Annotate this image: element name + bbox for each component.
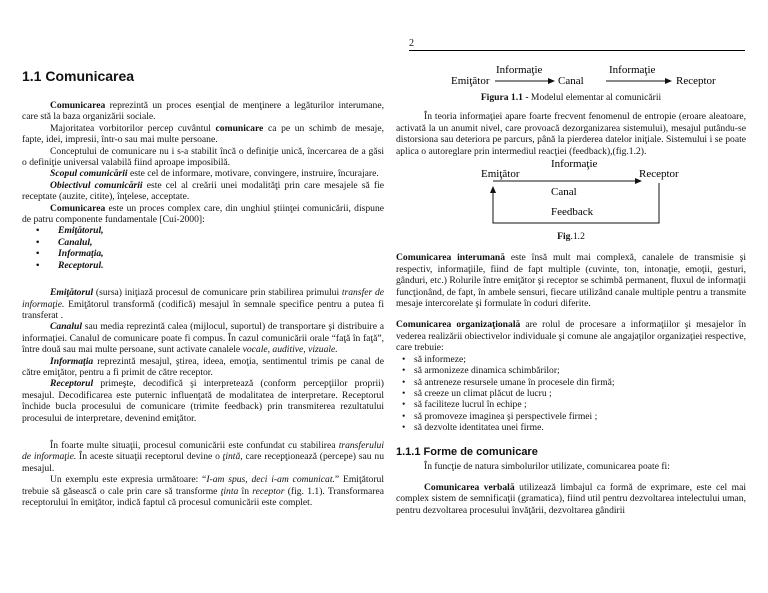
list-item: • să antreneze resursele umane în procesele din firmă;: [402, 377, 746, 388]
paragraph-channel: Canalul sau media reprezintă calea (mijlocul, suportul) de transportare şi distribuire a informaţiei. Canalul de comunicare poate fi compus. În cazul comunicării orale “faţă în faţă”, între două sau mai multe persoane, sunt activate canalele vocale, auditive, vizuale.: [22, 321, 384, 356]
paragraph-forms: În funcţie de natura simbolurilor utilizate, comunicarea poate fi:: [424, 460, 670, 472]
list-item: • Receptorul.: [36, 260, 384, 271]
left-column: [22, 68, 384, 508]
paragraph-definition: Comunicarea reprezintă un proces esenţial de menţinere a legăturilor interumane, care stă la baza organizării sociale.: [22, 100, 384, 123]
figure-1-1-diagram: [401, 64, 741, 90]
fig2-emitter-label: Emiţător: [481, 168, 520, 181]
paragraph-components: Comunicarea este un proces complex care, din unghiul ştiinţei comunicării, dispune de patru componente fundamentale [Cui-2000]:: [22, 202, 384, 226]
paragraph-emitter: Emiţătorul (sursa) iniţiază procesul de comunicare prin stabilirea primului transfer de informaţie. Emiţătorul transformă (codifică) mesajul în semnale specifice pentru a putea fi transferat .: [22, 287, 385, 321]
subsection-title: 1.1.1 Forme de comunicare: [396, 445, 538, 458]
list-item: • Informaţia,: [36, 248, 384, 259]
page-number: 2: [409, 38, 414, 49]
paragraph-objective: Obiectivul comunicării este cel al creării unei modalităţi prin care mesajele să fie receptate (auzite, citite), înţelese, acceptate.: [22, 179, 384, 203]
fig2-feedback-label: Feedback: [551, 206, 594, 219]
figure-1-2-diagram: [401, 157, 741, 229]
components-list: [22, 225, 384, 271]
fig1-emitter-label: Emiţător: [451, 75, 490, 87]
fig1-channel-label: Canal: [558, 75, 584, 87]
paragraph-perception: Majoritatea vorbitorilor percep cuvântul comunicare ca pe un schimb de mesaje, fapte, idei, impresii, într-o sau mai multe persoane.: [22, 122, 385, 146]
list-item: • să informeze;: [402, 354, 746, 365]
list-item: • să dezvolte identitatea unei firme.: [402, 422, 746, 433]
paragraph-information: Informaţia reprezintă mesajul, ştirea, ideea, emoţia, sentimentul trimis pe canal de către emiţător, pentru a fi primit de către receptor.: [22, 355, 384, 378]
fig1-information-label-1: Informaţie: [496, 64, 543, 76]
roles-list: [396, 354, 746, 434]
paragraph-example: Un exemplu este expresia următoare: “I-am spus, deci i-am comunicat.” Emiţătorul trebuie să găsească o cale prin care să transforme ţinta în receptor (fig. 1.1). Transformarea receptorului în emiţător, indică faptul că procesul comunicării este complet.: [22, 474, 384, 508]
paragraph-receiver: Receptorul primeşte, decodifică şi interpretează (conform percepţiilor proprii) mesajul. Decodificarea este puternic influenţată de modalitatea de interpretare. Receptorul închide bucla procesului de comunicare (trimite feedback) prin transmiterea rezultatului procesului de interpretare, devenind emiţător.: [22, 378, 384, 424]
fig2-channel-label: Canal: [551, 186, 577, 199]
fig2-information-label: Informaţie: [551, 158, 598, 171]
paragraph-entropy: În teoria informaţiei apare foarte frecvent fenomenul de entropie (eroare aleatoare, activată la un anumit nivel, care provoacă dezorganizarea sistemului), mesajul putându-se distorsiona sau deteriora pe parcurs, până la pierderea datelor iniţiale. Sistemului i se poate aplica o autoreglare prin intermediul reacţiei (feedback),(fig.1.2).: [396, 111, 746, 157]
list-item: • să faciliteze lucrul în echipe ;: [402, 399, 746, 410]
fig1-information-label-2: Informaţie: [609, 64, 656, 76]
list-item: • să creeze un climat plăcut de lucru ;: [402, 388, 746, 399]
fig2-receiver-label: Receptor: [639, 168, 679, 181]
header-rule: [409, 50, 745, 51]
section-title: 1.1 Comunicarea: [22, 68, 135, 84]
paragraph-interpersonal: Comunicarea interumană este însă mult mai complexă, canalele de transmisie şi respectiv, informaţiile, fiind de fapt multiple (cuvinte, ton, intonaţie, emoţii, gesturi, gânduri, etc.) Rolurile între emiţător şi receptor se schimbă permanent, fluxul de informaţii funcţionând, de fapt, în ambele sensuri, fiecare utilizând canale multiple pentru a transmite mesaje intercorelate şi formulate în coduri diferite.: [396, 252, 746, 310]
figure-1-1-caption: Figura 1.1 - Modelul elementar al comunicării: [480, 92, 662, 103]
paragraph-transfer: În foarte multe situaţii, procesul comunicării este confundat cu stabilirea transferului de informaţie. În aceste situaţii receptorul devine o ţintă, care recepţionează (percepe) sau nu mesajul.: [22, 439, 384, 474]
paragraph-verbal: Comunicarea verbală utilizează limbajul ca formă de exprimare, este cel mai complex sistem de semnificaţii (gramatica), fiind util pentru dezvoltarea intelectului uman, pentru dezvoltarea procesului învăţării, dezvoltarea gândirii: [396, 481, 747, 516]
list-item: • să armonizeze dinamica schimbărilor;: [402, 365, 746, 376]
list-item: • Canalul,: [36, 237, 384, 248]
right-column: [396, 64, 746, 516]
list-item: • Emiţătorul,: [36, 225, 384, 236]
paragraph-organizational: Comunicarea organizaţională are rolul de procesare a informaţiilor şi mesajelor în vederea realizării obiectivelor individuale şi comune ale angajaţilor organizaţiei respective, care trebuie:: [396, 319, 746, 354]
fig1-receiver-label: Receptor: [676, 75, 716, 87]
paragraph-scope: Scopul comunicării este cel de informare, motivare, convingere, instruire, încurajare.: [50, 168, 379, 180]
list-item: • să promoveze imaginea şi perspectivele firmei ;: [402, 411, 746, 422]
figure-1-2-caption: Fig.1.2: [557, 231, 585, 243]
paragraph-concept: Conceptului de comunicare nu i s-a stabilit încă o definiţie unică, încercarea de a găsi o definiţie universal valabilă fiind aproape imposibilă.: [22, 145, 384, 169]
